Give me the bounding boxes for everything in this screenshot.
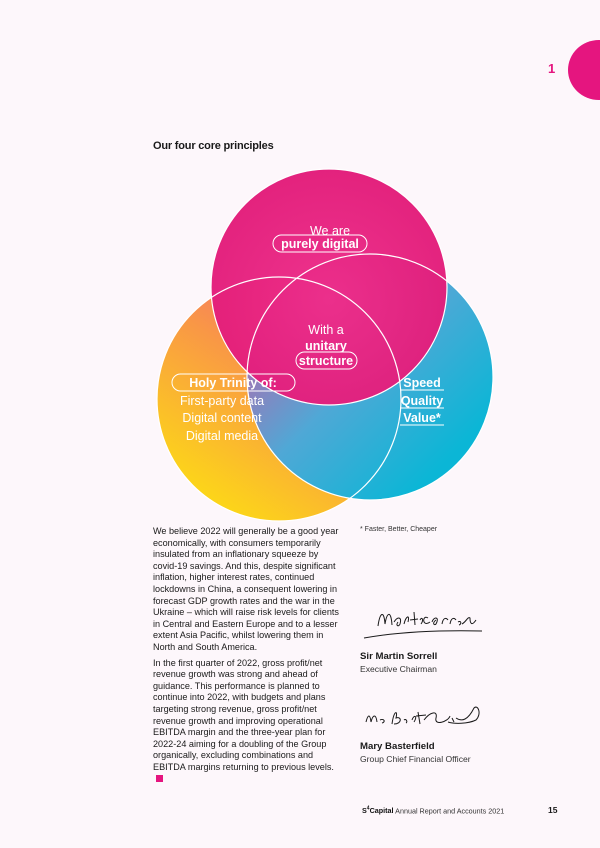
page-number: 15 — [548, 805, 558, 815]
section-heading: Our four core principles — [153, 140, 274, 152]
venn-center-line1: With a — [308, 323, 344, 337]
venn-left-line3: Digital content — [182, 411, 262, 425]
chapter-number: 1 — [548, 61, 556, 76]
footnote: * Faster, Better, Cheaper — [360, 526, 438, 533]
venn-right-line3: Value* — [403, 411, 441, 425]
signatory-name-1: Sir Martin Sorrell — [360, 651, 438, 662]
venn-circle-top — [211, 169, 447, 405]
venn-left-line1: Holy Trinity of: — [189, 376, 277, 390]
venn-left-line4: Digital media — [185, 429, 259, 443]
signature-sorrell-icon — [358, 598, 488, 644]
footer — [362, 806, 504, 815]
body-paragraph-1: We believe 2022 will generally be a good year economically, with consumers temporarily insulated from an inflationary squeeze by covid-19 savings. And this, despite significant inflation, higher interest rates, continued lockdowns in China, a consequent lowering in forecast GDP growth rates and the war in the Ukraine – which will raise risk levels for clients in Central and Eastern Europe and to a lesser extent Asia Pacific, whilst lowering them in North and South America. — [153, 526, 339, 652]
venn-center-line2: unitary — [305, 339, 347, 353]
signatory-role-1: Executive Chairman — [360, 664, 437, 674]
venn-right-line1: Speed — [403, 376, 441, 390]
footer-brand: $S^4Capital$ — [362, 806, 394, 816]
venn-left-line2: First-party data — [179, 394, 265, 408]
signatory-role-2: Group Chief Financial Officer — [360, 754, 471, 764]
body-text — [153, 526, 343, 789]
venn-top-line1: We are — [309, 224, 351, 238]
body-paragraph-2: In the first quarter of 2022, gross profit/net revenue growth was strong and ahead of guidance. This performance is planned to continue into 2022, with budgets and plans targeting strong revenue, gross profit/net revenue growth and improving operational EBITDA margin and the three-year plan for 2022-24 aiming for a doubling of the Group organically, excluding combinations and EBITDA margins returning to previous levels. — [153, 658, 343, 786]
venn-top-line2: purely digital — [281, 237, 359, 251]
end-mark-icon — [156, 775, 163, 782]
venn-center-line3: structure — [298, 354, 354, 368]
signatory-name-2: Mary Basterfield — [360, 741, 435, 752]
footer-title: Annual Report and Accounts 2021 — [395, 806, 505, 816]
signature-basterfield-icon — [358, 700, 488, 736]
venn-right-line2: Quality — [400, 394, 444, 408]
